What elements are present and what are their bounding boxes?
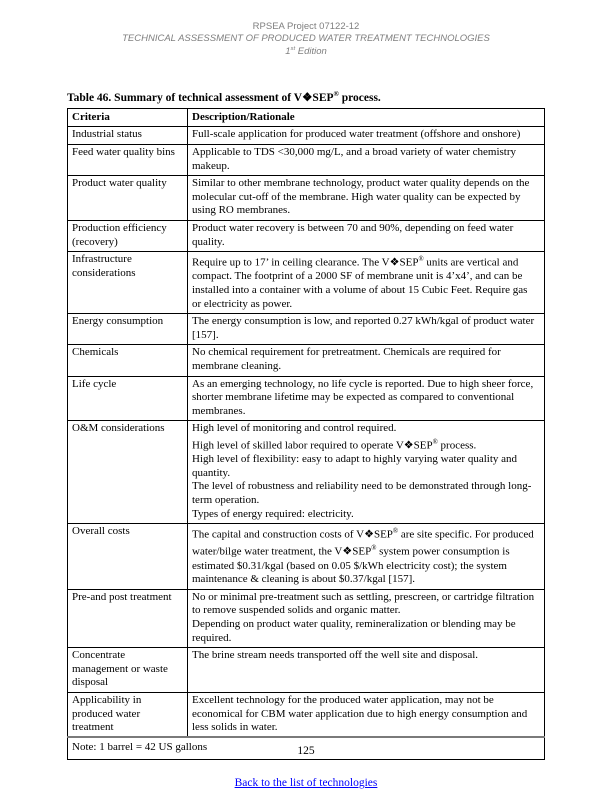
description-cell xyxy=(188,252,545,314)
table-row xyxy=(68,176,545,221)
header-report-title-line: TECHNICAL ASSESSMENT OF PRODUCED WATER TREATMENT TECHNOLOGIES xyxy=(122,32,490,44)
assessment-table-body xyxy=(68,127,545,737)
assessment-table xyxy=(67,108,545,761)
table-header-row xyxy=(68,108,545,127)
description-paragraph: High level of skilled labor required to operate V❖SEP® process. xyxy=(192,438,477,452)
criteria-cell: Infrastructure considerations xyxy=(68,252,188,314)
description-cell xyxy=(188,376,545,421)
back-link-container xyxy=(67,776,545,790)
description-cell xyxy=(188,144,545,175)
description-paragraph: No or minimal pre-treatment such as settling, prescreen, or cartridge filtration to remove suspended solids and organic matter. xyxy=(192,590,535,617)
page-number: 125 xyxy=(297,745,315,757)
document-header xyxy=(67,0,545,58)
table-row xyxy=(68,252,545,314)
description-cell xyxy=(188,176,545,221)
table-row xyxy=(68,589,545,647)
description-paragraph: Types of energy required: electricity. xyxy=(192,507,354,520)
description-paragraph: High level of flexibility: easy to adapt to highly varying water quality and quantity. xyxy=(192,453,518,479)
footer-rule xyxy=(67,736,545,738)
edition-number: 1 xyxy=(285,46,291,58)
description-paragraph: The level of robustness and reliability need to be demonstrated through long-term operation. xyxy=(192,480,532,506)
edition-word: Edition xyxy=(295,46,327,58)
description-paragraph: High level of monitoring and control required. xyxy=(192,422,397,435)
description-paragraph: Require up to 17’ in ceiling clearance. The V❖SEP® units are vertical and compact. The footprint of a 2000 SF of membrane unit is 4’x4’, and can be installed into a container with a volume of about 15 Cubic Feet. Require gas or electricity as power. xyxy=(192,256,528,310)
table-row xyxy=(68,314,545,345)
criteria-cell: Overall costs xyxy=(68,524,188,590)
criteria-cell: Pre-and post treatment xyxy=(68,589,188,647)
table-row xyxy=(68,648,545,693)
description-cell xyxy=(188,692,545,737)
description-cell xyxy=(188,220,545,251)
criteria-cell: Feed water quality bins xyxy=(68,144,188,175)
description-paragraph: The brine stream needs transported off the well site and disposal. xyxy=(192,649,479,662)
description-cell xyxy=(188,314,545,345)
criteria-cell: O&M considerations xyxy=(68,421,188,524)
header-edition-line xyxy=(67,44,545,58)
description-cell xyxy=(188,421,545,524)
description-paragraph: As an emerging technology, no life cycle is reported. Due to high sheer force, shorter membrane lifetime may be expected as compared to conventional membranes. xyxy=(192,377,534,417)
description-paragraph: Excellent technology for the produced water application, may not be economical for CBM water application due to high energy consumption and less solids in water. xyxy=(192,693,528,734)
table-row xyxy=(68,345,545,376)
edition-ordinal-suffix: st xyxy=(290,46,296,53)
description-paragraph: Depending on product water quality, remineralization or blending may be required. xyxy=(192,617,516,644)
criteria-cell: Applicability in produced water treatment xyxy=(68,692,188,737)
description-cell xyxy=(188,345,545,376)
criteria-cell: Energy consumption xyxy=(68,314,188,345)
table-row xyxy=(68,144,545,175)
criteria-cell: Product water quality xyxy=(68,176,188,221)
criteria-cell: Chemicals xyxy=(68,345,188,376)
description-cell xyxy=(188,127,545,145)
table-row xyxy=(68,421,545,524)
description-paragraph: No chemical requirement for pretreatment. Chemicals are required for membrane cleaning. xyxy=(192,346,501,372)
description-paragraph: Full-scale application for produced water treatment (offshore and onshore) xyxy=(192,128,521,141)
description-paragraph: Product water recovery is between 70 and 90%, depending on feed water quality. xyxy=(192,221,514,248)
table-row xyxy=(68,127,545,145)
table-row xyxy=(68,220,545,251)
table-title: Table 46. Summary of technical assessment of V❖SEP® process. xyxy=(67,89,381,104)
table-row xyxy=(68,692,545,737)
description-paragraph: The energy consumption is low, and reported 0.27 kWh/kgal of product water [157]. xyxy=(192,315,535,341)
description-cell xyxy=(188,524,545,590)
criteria-cell: Industrial status xyxy=(68,127,188,145)
description-cell xyxy=(188,589,545,647)
table-row xyxy=(68,524,545,590)
header-project-line: RPSEA Project 07122-12 xyxy=(252,21,360,32)
description-paragraph: Similar to other membrane technology, product water quality depends on the molecular cut-off of the membrane. High water quality can be expected by using RO membranes. xyxy=(192,177,530,217)
back-to-list-link[interactable]: Back to the list of technologies xyxy=(234,777,378,790)
table-row xyxy=(68,376,545,421)
criteria-cell: Concentrate management or waste disposal xyxy=(68,648,188,693)
description-cell xyxy=(188,648,545,693)
column-header-criteria: Criteria xyxy=(68,108,188,127)
page-content xyxy=(67,0,545,790)
note-text: Note: 1 barrel = 42 US gallons xyxy=(68,737,545,760)
criteria-cell: Life cycle xyxy=(68,376,188,421)
description-paragraph: The capital and construction costs of V❖SEP® are site specific. For produced water/bilge water treatment, the V❖SEP® system power consumption is estimated $0.31/kgal (based on 0.05 $/kWh electricity cost); the system maintenance & cleaning is about $0.37/kgal [157]. xyxy=(192,528,534,586)
column-header-description: Description/Rationale xyxy=(188,108,545,127)
criteria-cell: Production efficiency (recovery) xyxy=(68,220,188,251)
description-paragraph: Applicable to TDS <30,000 mg/L, and a broad variety of water chemistry makeup. xyxy=(192,145,517,172)
